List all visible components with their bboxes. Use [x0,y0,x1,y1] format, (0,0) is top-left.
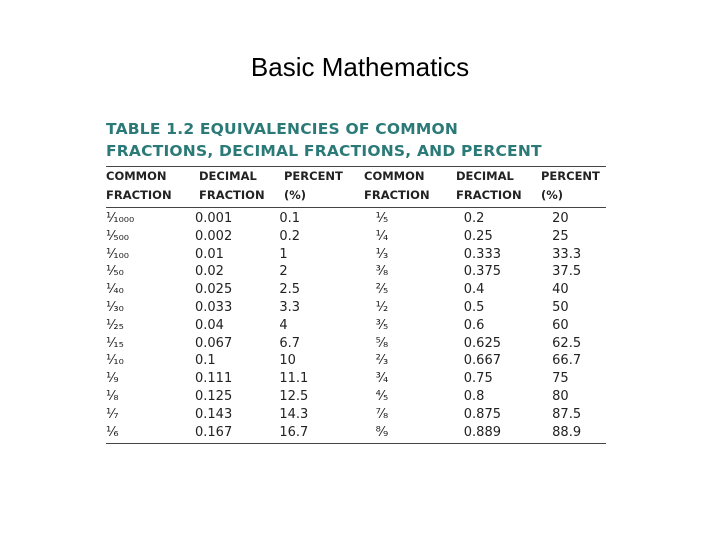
decimal-cell: 0.033 [195,299,233,315]
percent-cell: 12.5 [279,388,309,404]
fraction-cell: ¹⁄₆ [106,424,119,440]
header-percent-1: PERCENT [284,169,343,183]
percent-cell: 50 [552,299,569,315]
table-row [106,281,606,299]
percent-cell: 62.5 [552,335,582,351]
fraction-cell: ¹⁄₅₀ [106,264,124,280]
percent-cell: 40 [552,282,569,298]
decimal-cell: 0.111 [195,371,233,387]
header-decimal-1: DECIMAL [199,169,257,183]
table-caption-line-1: TABLE 1.2 EQUIVALENCIES OF COMMON [106,120,458,138]
slide-title: Basic Mathematics [250,52,470,82]
percent-cell: 25 [552,228,569,244]
fraction-cell: ³⁄₈ [375,264,389,280]
table-row [106,228,606,246]
fraction-cell: ⁷⁄₈ [375,406,389,422]
decimal-cell: 0.02 [195,264,224,280]
table-row [106,370,606,388]
percent-cell: 75 [552,371,569,387]
header-fraction-4: FRACTION [456,188,522,202]
percent-cell: 6.7 [279,335,301,351]
decimal-cell: 0.6 [463,317,485,333]
header-fraction-1: FRACTION [106,188,172,202]
percent-cell: 66.7 [552,353,582,369]
percent-cell: 0.1 [279,211,301,226]
header-common-2: COMMON [364,169,425,183]
fraction-cell: ¹⁄₉ [106,371,119,387]
header-fraction-2: FRACTION [199,188,265,202]
fraction-cell: ¹⁄₂ [375,299,389,315]
fraction-cell: ⁵⁄₈ [375,335,389,351]
decimal-cell: 0.625 [463,335,501,351]
decimal-cell: 0.025 [195,282,233,298]
percent-cell: 20 [552,211,569,226]
percent-cell: 14.3 [279,406,309,422]
fraction-cell: ¹⁄₈ [106,388,119,404]
table-row [106,335,606,353]
fraction-cell: ¹⁄₂₅ [106,317,124,333]
fraction-cell: ¹⁄₁₅ [106,335,124,351]
fraction-cell: ¹⁄₇ [106,406,119,422]
fraction-cell: ⁴⁄₅ [375,388,389,404]
fraction-cell: ³⁄₅ [375,317,389,333]
percent-cell: 80 [552,388,569,404]
fraction-cell: ¹⁄₃₀ [106,299,124,315]
decimal-cell: 0.1 [195,353,216,369]
decimal-cell: 0.167 [195,424,233,440]
table-row [106,299,606,317]
table-caption-line-2: FRACTIONS, DECIMAL FRACTIONS, AND PERCENT [106,142,542,160]
percent-cell: 60 [552,317,569,333]
decimal-cell: 0.002 [195,228,233,244]
table-row [106,406,606,424]
table-row [106,246,606,264]
fraction-cell: ⁸⁄₉ [375,424,389,440]
table-row [106,263,606,281]
fraction-cell: ¹⁄₄ [375,228,389,244]
fraction-cell: ³⁄₄ [375,371,389,387]
fraction-cell: ¹⁄₅ [375,211,389,226]
percent-cell: 10 [279,353,296,369]
percent-cell: 37.5 [552,264,582,280]
header-pct-symbol-2: (%) [541,188,564,202]
table-row [106,424,606,442]
decimal-cell: 0.333 [463,246,501,262]
percent-cell: 11.1 [279,371,309,387]
header-pct-symbol-1: (%) [284,188,307,202]
table-body [106,208,606,441]
fraction-cell: ¹⁄₁₀₀₀ [106,211,135,226]
fraction-cell: ²⁄₃ [375,353,389,369]
header-decimal-2: DECIMAL [456,169,514,183]
fraction-cell: ¹⁄₄₀ [106,282,124,298]
percent-cell: 3.3 [279,299,301,315]
percent-cell: 88.9 [552,424,582,440]
percent-cell: 2.5 [279,282,301,298]
table-header-row-1 [106,167,606,186]
table-row [106,388,606,406]
percent-cell: 1 [279,246,288,262]
decimal-cell: 0.4 [463,282,485,298]
decimal-cell: 0.875 [463,406,501,422]
decimal-cell: 0.889 [463,424,501,440]
fraction-cell: ¹⁄₁₀ [106,353,124,369]
decimal-cell: 0.2 [463,211,485,226]
decimal-cell: 0.8 [463,388,485,404]
header-percent-2: PERCENT [541,169,600,183]
decimal-cell: 0.143 [195,406,233,422]
decimal-cell: 0.75 [463,371,493,387]
decimal-cell: 0.01 [195,246,224,262]
decimal-cell: 0.125 [195,388,233,404]
percent-cell: 2 [279,264,288,280]
table-row [106,210,606,228]
fraction-cell: ²⁄₅ [375,282,389,298]
percent-cell: 16.7 [279,424,309,440]
fraction-cell: ¹⁄₁₀₀ [106,246,130,262]
percent-cell: 4 [279,317,288,333]
table-row [106,352,606,370]
decimal-cell: 0.04 [195,317,224,333]
table-bottom-rule [106,443,606,444]
equivalency-table [106,118,606,444]
table-row [106,317,606,335]
decimal-cell: 0.5 [463,299,485,315]
decimal-cell: 0.067 [195,335,233,351]
table-header-row-2 [106,186,606,205]
decimal-cell: 0.001 [195,211,233,226]
decimal-cell: 0.375 [463,264,501,280]
header-fraction-3: FRACTION [364,188,430,202]
header-common-1: COMMON [106,169,167,183]
percent-cell: 33.3 [552,246,582,262]
percent-cell: 0.2 [279,228,301,244]
fraction-cell: ¹⁄₅₀₀ [106,228,130,244]
fraction-cell: ¹⁄₃ [375,246,389,262]
percent-cell: 87.5 [552,406,582,422]
decimal-cell: 0.667 [463,353,501,369]
decimal-cell: 0.25 [463,228,493,244]
